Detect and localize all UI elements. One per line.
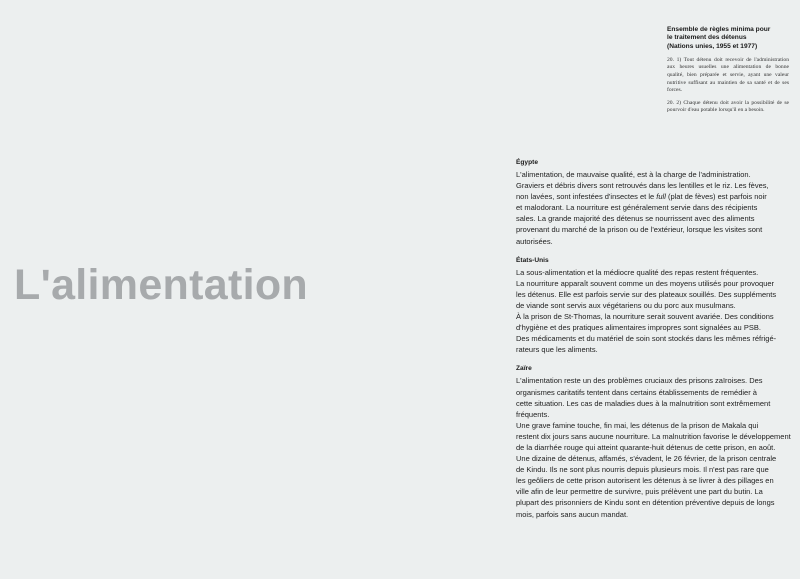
text-line: Une grave famine touche, fin mai, les détenus de la prison de Makala qui	[516, 420, 759, 430]
section-heading: Zaïre	[516, 365, 532, 373]
text-fragment: (plat de fèves) est parfois noir	[665, 192, 767, 202]
text-line: les détenus. Elle est parfois servie sur des plateaux souillés. Des suppléments	[516, 289, 777, 299]
section-heading: Égypte	[516, 159, 538, 166]
sidebar-note-paragraph: 20. 2) Chaque détenu doit avoir la possibilité de se pourvoir d'eau potable lorsqu'il en a besoin.	[667, 99, 789, 114]
text-line-mixed	[516, 191, 784, 202]
text-line: d'hygiène et des pratiques alimentaires impropres sont signalées au PSB.	[516, 323, 761, 333]
text-line: plupart des prisonniers de Kindu sont en détention préventive depuis de longs	[516, 498, 775, 508]
text-line: cette situation. Les cas de maladies dues à la malnutrition sont extrêmement	[516, 398, 771, 408]
text-line: La nourriture apparaît souvent comme un des moyens utilisés pour provoquer	[516, 278, 775, 288]
text-line: Une dizaine de détenus, affamés, s'évadent, le 26 février, de la prison centrale	[516, 454, 777, 464]
text-line: L'alimentation reste un des problèmes cruciaux des prisons zaïroises. Des	[516, 376, 763, 386]
text-line: de la diarrhée rouge qui atteint quarante-huit détenus de cette prison, en août.	[516, 442, 776, 452]
sidebar-note-title	[667, 26, 789, 51]
text-fragment: non lavées, sont infestées d'insectes et le	[516, 192, 657, 202]
section-zaire	[516, 364, 791, 519]
text-line: les geôliers de cette prison autorisent les détenus à se livrer à des pillages en	[516, 476, 774, 486]
text-line: ville afin de leur permettre de survivre, puis prélèvent une part du butin. La	[516, 487, 763, 497]
section-egypte	[516, 158, 784, 247]
sidebar-note-title-line: Ensemble de règles minima pour	[667, 26, 771, 33]
text-line: de viande sont servis aux végétariens ou du porc aux musulmans.	[516, 300, 736, 310]
text-line: provenant du marché de la prison ou de l'extérieur, lorsque les visites sont	[516, 225, 763, 235]
sidebar-note-title-line: le traitement des détenus	[667, 34, 747, 42]
sidebar-note	[667, 26, 789, 120]
text-line: mois, parfois sans aucun mandat.	[516, 509, 629, 519]
page-title: L'alimentation	[14, 261, 308, 309]
text-line: À la prison de St-Thomas, la nourriture serait souvent avariée. Des conditions	[516, 312, 774, 322]
text-line: et malodorant. La nourriture est généralement servie dans des récipients	[516, 203, 758, 213]
text-line: sales. La grande majorité des détenus se nourrissent avec des aliments	[516, 214, 755, 224]
sidebar-note-paragraph: 20. 1) Tout détenu doit recevoir de l'administration aux heures usuelles une alimentation de bonne qualité, bien préparée et servie, ayant une valeur nutritive suffisant au maintien de sa santé et de ses forces.	[667, 56, 789, 94]
text-line: restent dix jours sans aucune nourriture. La malnutrition favorise le développement	[516, 431, 791, 441]
section-etats-unis	[516, 256, 784, 356]
text-line: fréquents.	[516, 409, 550, 419]
text-line: La sous-alimentation et la médiocre qualité des repas restent fréquentes.	[516, 267, 759, 277]
text-line: de Kindu. Ils ne sont plus nourris depuis plusieurs mois. Il n'est pas rare que	[516, 465, 769, 475]
italic-term: full	[656, 192, 666, 202]
text-line: autorisées.	[516, 236, 553, 246]
section-heading: États-Unis	[516, 256, 549, 264]
text-line: rateurs que les aliments.	[516, 345, 598, 355]
text-line: L'alimentation, de mauvaise qualité, est à la charge de l'administration.	[516, 170, 751, 179]
text-line: Graviers et débris divers sont retrouvés dans les lentilles et le riz. Les fèves,	[516, 181, 769, 191]
main-text-column	[516, 158, 791, 529]
sidebar-note-title-line: (Nations unies, 1955 et 1977)	[667, 42, 758, 50]
text-line: Des médicaments et du matériel de soin sont stockés dans les mêmes réfrigé-	[516, 334, 777, 344]
text-line: organismes caritatifs tentent dans certains établissements de remédier à	[516, 387, 757, 397]
